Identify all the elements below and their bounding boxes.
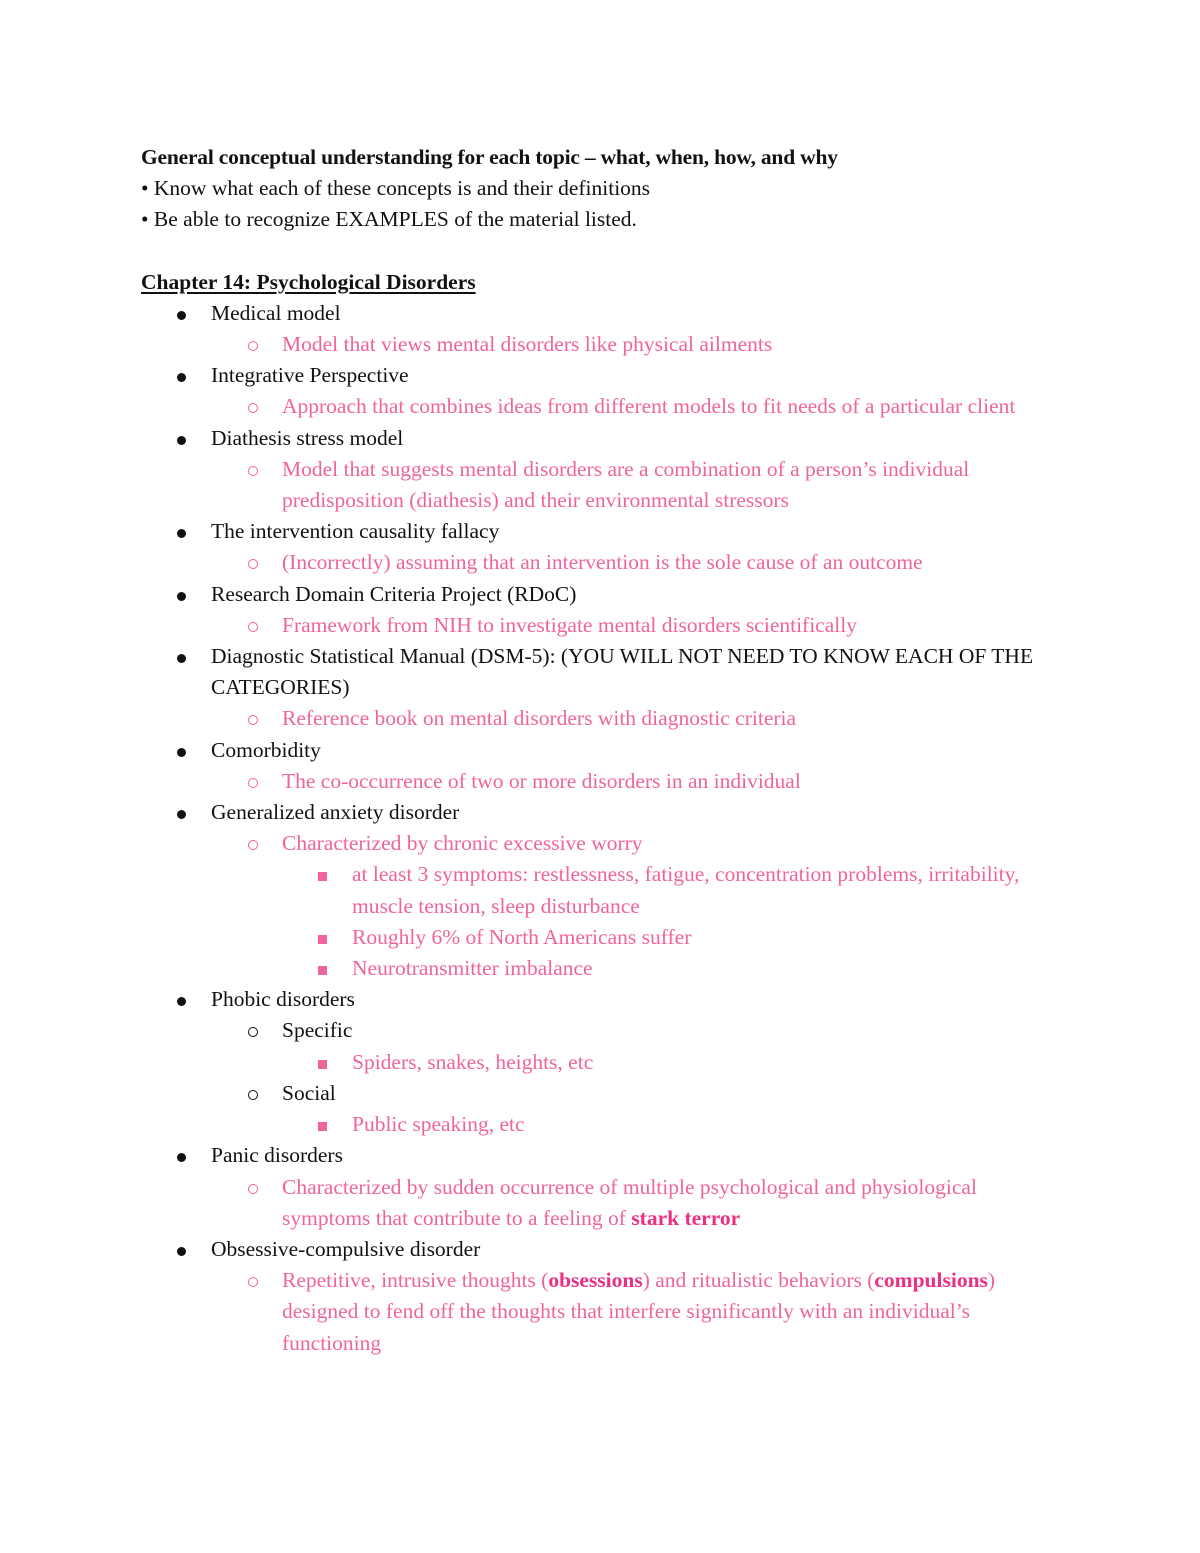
bullet-icon [177,423,186,454]
square-bullet-icon [318,1047,327,1078]
detail [141,1047,1061,1078]
definition-text: Repetitive, intrusive thoughts (obsessions) and ritualistic behaviors (compulsions) designed to fend off the thoughts that interfere significantly with an individual’s functioning [282,1268,996,1355]
spacer [141,236,1061,267]
definition-text: Framework from NIH to investigate mental disorders scientifically [282,612,857,637]
definition [141,1172,1061,1234]
square-bullet-icon [318,1109,327,1140]
bullet-icon [177,735,186,766]
bullet-icon [177,360,186,391]
detail-text: at least 3 symptoms: restlessness, fatigue, concentration problems, irritability, muscle tension, sleep disturbance [352,862,1020,918]
bullet-icon [177,298,186,329]
bullet-icon [177,516,186,547]
detail-text: Neurotransmitter imbalance [352,956,593,981]
definition-text: (Incorrectly) assuming that an intervention is the sole cause of an outcome [282,550,923,575]
list-item [141,1140,1061,1171]
term: Integrative Perspective [211,363,409,388]
bullet-icon [177,1140,186,1171]
phobia-type-name: Specific [282,1018,353,1043]
detail-text: Spiders, snakes, heights, etc [352,1049,594,1074]
list-item [141,735,1061,766]
phobia-type [141,1078,1061,1109]
document-body [141,142,1061,1359]
detail [141,953,1061,984]
bullet-icon [177,641,186,672]
definition-text: Model that views mental disorders like physical ailments [282,332,773,357]
term: Research Domain Criteria Project (RDoC) [211,581,577,606]
emphasis: stark terror [631,1205,741,1230]
list-item [141,1234,1061,1265]
square-bullet-icon [318,922,327,953]
term: Comorbidity [211,737,321,762]
definition [141,766,1061,797]
sub-bullet-icon [248,1172,258,1203]
detail-text: Public speaking, etc [352,1112,525,1137]
bullet-icon [177,797,186,828]
chapter-heading: Chapter 14: Psychological Disorders [141,269,476,294]
sub-bullet-icon [248,454,258,485]
term: Medical model [211,300,341,325]
sub-bullet-icon [248,766,258,797]
bullet-icon [177,579,186,610]
sub-bullet-icon [248,391,258,422]
square-bullet-icon [318,953,327,984]
intro-title: General conceptual understanding for each topic – what, when, how, and why [141,145,838,169]
definition-text: Model that suggests mental disorders are a combination of a person’s individual predisposition (diathesis) and their environmental stressors [282,456,970,513]
definition [141,1265,1061,1359]
sub-bullet-icon [248,329,258,360]
definition-text: Reference book on mental disorders with diagnostic criteria [282,706,797,731]
definition-text: Approach that combines ideas from different models to fit needs of a particular client [282,394,1016,419]
detail [141,922,1061,953]
term: Generalized anxiety disorder [211,800,460,825]
definition-text: Characterized by chronic excessive worry [282,831,643,856]
phobia-type-name: Social [282,1080,336,1105]
bullet-icon [177,1234,186,1265]
list-item [141,579,1061,610]
definition [141,547,1061,578]
list-item [141,516,1061,547]
sub-bullet-icon [248,828,258,859]
term: Diagnostic Statistical Manual (DSM-5): (YOU WILL NOT NEED TO KNOW EACH OF THE CATEGORIES) [211,644,1034,700]
intro-line-1: • Know what each of these concepts is and their definitions [141,176,651,201]
list-item [141,298,1061,329]
sub-bullet-icon [248,1265,258,1296]
detail [141,1109,1061,1140]
bullet-icon [177,984,186,1015]
sub-bullet-icon [248,610,258,641]
phobia-type [141,1015,1061,1046]
definition [141,391,1061,422]
definition [141,703,1061,734]
square-bullet-icon [318,859,327,890]
emphasis: compulsions [874,1268,988,1293]
term: Panic disorders [211,1143,343,1168]
term: Diathesis stress model [211,425,404,450]
term: Phobic disorders [211,987,355,1012]
definition [141,610,1061,641]
emphasis: obsessions [548,1268,643,1293]
list-item [141,641,1061,703]
sub-bullet-icon [248,703,258,734]
definition [141,454,1061,516]
intro-line-2: • Be able to recognize EXAMPLES of the material listed. [141,207,637,232]
sub-bullet-icon [248,1078,258,1109]
definition [141,828,1061,859]
definition-text: The co-occurrence of two or more disorders in an individual [282,768,801,793]
term: The intervention causality fallacy [211,519,500,544]
list-item [141,360,1061,391]
detail [141,859,1061,921]
definition [141,329,1061,360]
list-item [141,984,1061,1015]
sub-bullet-icon [248,1015,258,1046]
term: Obsessive-compulsive disorder [211,1236,481,1261]
sub-bullet-icon [248,547,258,578]
list-item [141,423,1061,454]
definition-text: Characterized by sudden occurrence of multiple psychological and physiological symptoms that contribute to a feeling of stark terror [282,1174,977,1230]
detail-text: Roughly 6% of North Americans suffer [352,924,692,949]
list-item [141,797,1061,828]
